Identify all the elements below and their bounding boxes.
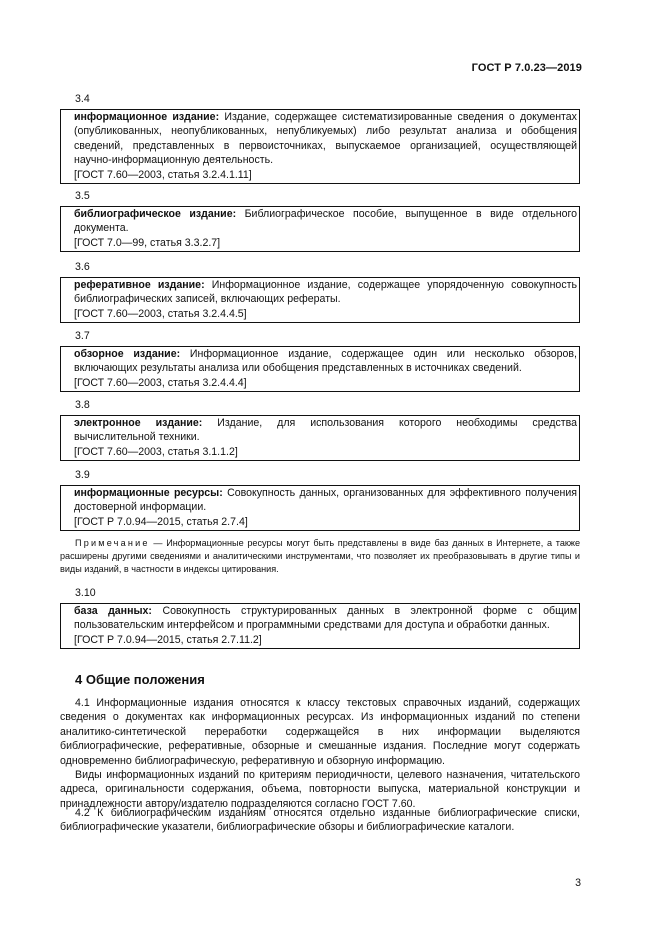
- term-source: [ГОСТ 7.60—2003, статья 3.2.4.4.5]: [74, 307, 247, 320]
- term-source: [ГОСТ 7.60—2003, статья 3.2.4.1.11]: [74, 168, 252, 181]
- term-number: 3.7: [75, 330, 90, 342]
- term-number: 3.4: [75, 93, 90, 105]
- term-box: [60, 277, 580, 323]
- term-definition: Совокупность структурированных данных в электронной форме с общим пользовательским интерфейсом и программными средствами для доступа и обработки данных.: [74, 605, 577, 632]
- term-entry-3-5: [60, 189, 580, 252]
- note-paragraph: [60, 537, 580, 577]
- term-title: информационное издание:: [74, 111, 220, 123]
- term-box: [60, 206, 580, 252]
- term-number: 3.5: [75, 190, 90, 202]
- term-entry-3-6: [60, 260, 580, 323]
- term-entry-3-8: [60, 398, 580, 461]
- term-definition: Совокупность данных, организованных для эффективного получения достоверной информации.: [74, 487, 577, 514]
- term-title: обзорное издание:: [74, 348, 181, 360]
- term-title: база данных:: [74, 605, 152, 617]
- term-box: [60, 109, 580, 184]
- term-source: [ГОСТ 7.0—99, статья 3.3.2.7]: [74, 236, 221, 249]
- term-definition: Издание, содержащее систематизированные сведения о документах (опубликованных, неопубликованных, непубликуемых) либо результат анализа и обобщения сведений, представленных в первоисточниках, выпускаемое организацией, осуществляющей научно-информационную деятельность.: [74, 111, 577, 167]
- note-text: — Информационные ресурсы могут быть представлены в виде баз данных в Интернете, а также расширены другими сведениями и аналитическими инструментами, что позволяет их преобразовывать в другие типы и виды изданий, в частности в индексы цитирования.: [60, 538, 580, 575]
- term-box: [60, 346, 580, 392]
- paragraph-4-2: 4.2 К библиографическим изданиям относятся отдельно изданные библиографические списки, библиографические указатели, библиографические обзоры и библиографические каталоги.: [60, 807, 580, 834]
- term-definition: Библиографическое пособие, выпущенное в виде отдельного документа.: [74, 208, 577, 235]
- term-definition: Информационное издание, содержащее упорядоченную совокупность библиографических записей, включающих рефераты.: [74, 279, 577, 306]
- term-title: информационные ресурсы:: [74, 487, 223, 499]
- term-source: [ГОСТ Р 7.0.94—2015, статья 2.7.4]: [74, 515, 248, 528]
- paragraph-kinds: Виды информационных изданий по критериям периодичности, целевого назначения, читательского адреса, оригинальности содержания, объема, повторности выпуска, материальной конструкции и принадлежности автору/издателю подразделяются согласно ГОСТ 7.60.: [60, 769, 580, 810]
- paragraph-4-1: 4.1 Информационные издания относятся к классу текстовых справочных изданий, содержащих сведения о документах как информационных ресурсах. Из информационных изданий по степени аналитико-синтетической переработки содержащейся в них информации выделяются библиографические, реферативные, обзорные и смешанные издания. Последние могут содержать одновременно библиографическую, реферативную и обзорную информацию.: [60, 697, 580, 767]
- term-number: 3.9: [75, 469, 90, 481]
- term-entry-3-10: [60, 586, 580, 649]
- term-source: [ГОСТ Р 7.0.94—2015, статья 2.7.11.2]: [74, 633, 262, 646]
- term-box: [60, 415, 580, 461]
- term-source: [ГОСТ 7.60—2003, статья 3.2.4.4.4]: [74, 376, 247, 389]
- term-definition: Информационное издание, содержащее один или несколько обзоров, включающих результаты анализа или обобщения представленных в источниках сведений.: [74, 348, 577, 375]
- term-entry-3-7: [60, 329, 580, 392]
- term-title: реферативное издание:: [74, 279, 205, 291]
- term-definition: Издание, для использования которого необходимы средства вычислительной техники.: [74, 417, 577, 444]
- note-label: Примечание: [75, 538, 150, 548]
- term-entry-3-4: [60, 92, 580, 184]
- term-box: [60, 485, 580, 531]
- term-number: 3.8: [75, 399, 90, 411]
- term-title: библиографическое издание:: [74, 208, 237, 220]
- term-source: [ГОСТ 7.60—2003, статья 3.1.1.2]: [74, 445, 238, 458]
- term-number: 3.6: [75, 261, 90, 273]
- document-header: ГОСТ Р 7.0.23—2019: [471, 62, 582, 74]
- term-number: 3.10: [75, 587, 96, 599]
- section-heading: 4 Общие положения: [75, 672, 205, 687]
- page-number: 3: [575, 877, 581, 889]
- term-box: [60, 603, 580, 649]
- term-title: электронное издание:: [74, 417, 203, 429]
- term-entry-3-9: [60, 468, 580, 531]
